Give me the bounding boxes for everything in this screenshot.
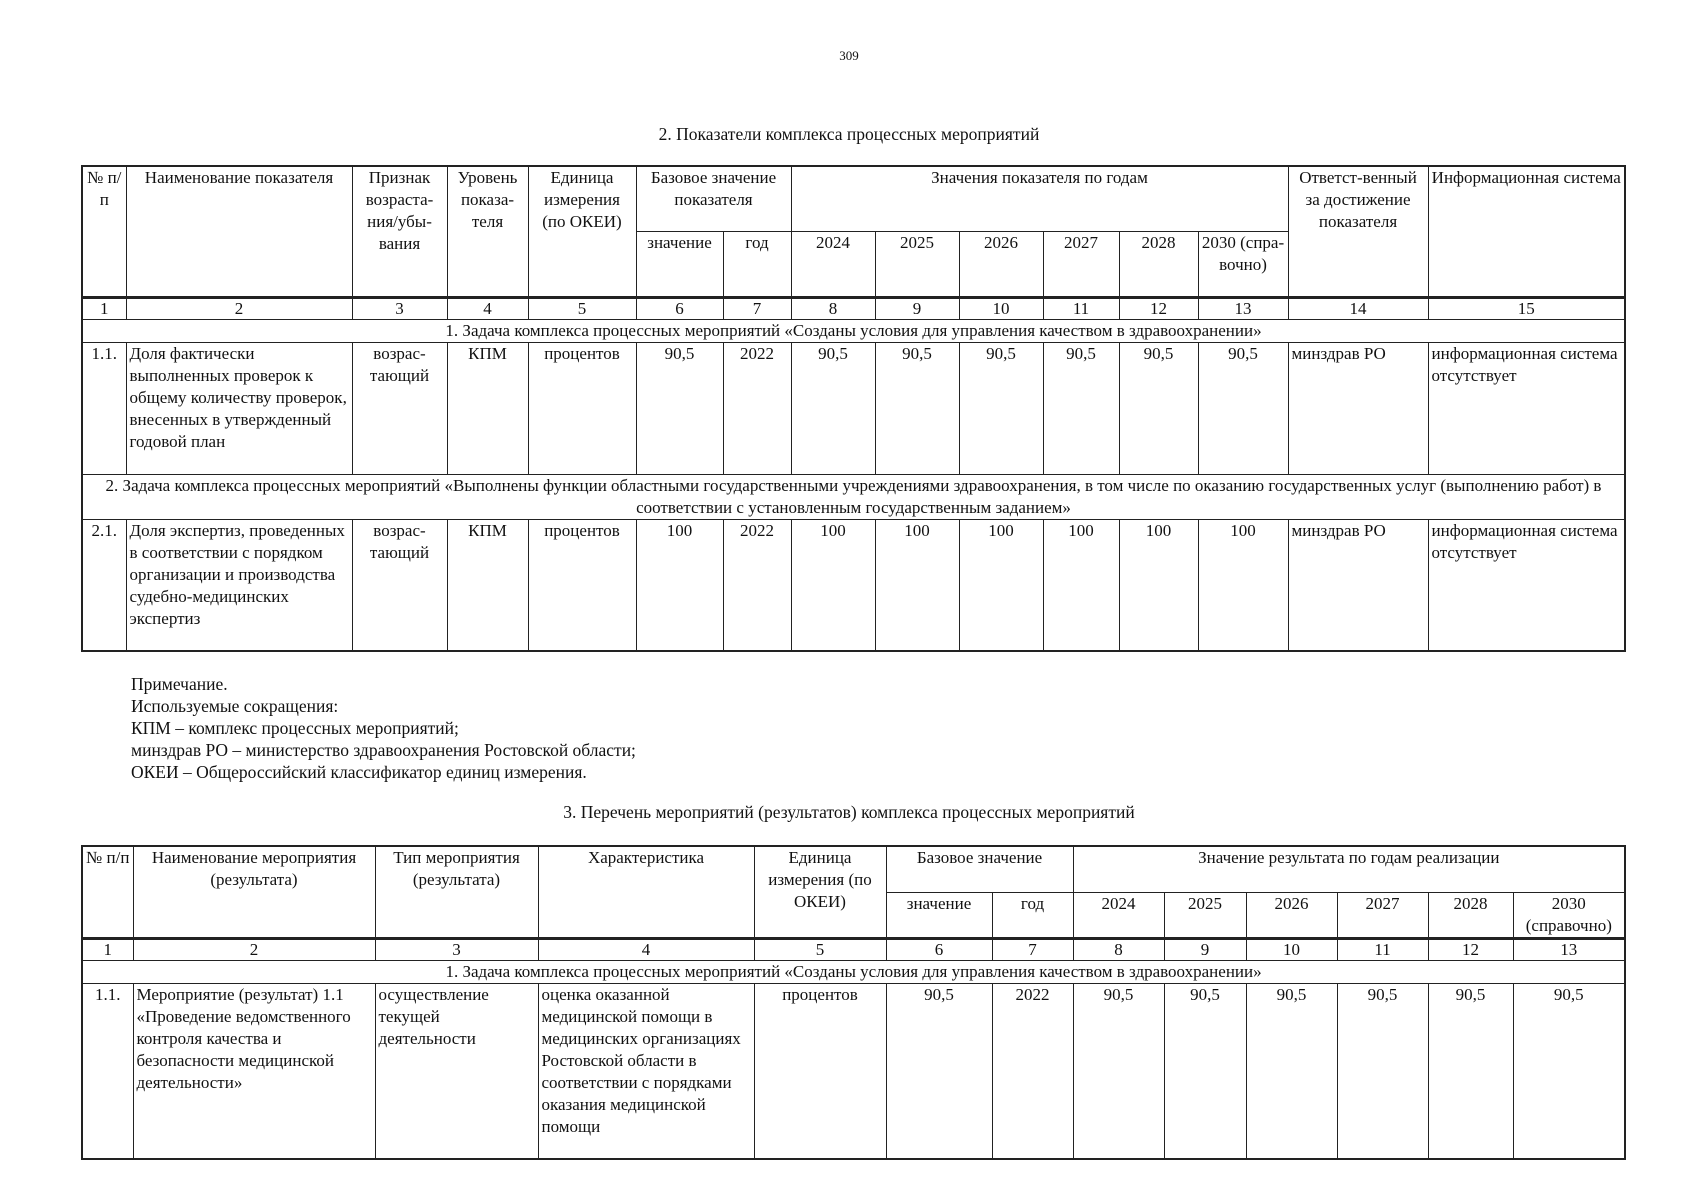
base-value: 90,5	[636, 342, 723, 474]
header-year-2025: 2025	[875, 231, 959, 297]
colnum: 10	[959, 297, 1043, 319]
header-base-year: год	[723, 231, 791, 297]
header-sign: Признак возраста-ния/убы-вания	[352, 166, 447, 297]
header-infosys: Информационная система	[1428, 166, 1625, 297]
column-numbers-row	[82, 297, 1625, 319]
header-year-2027: 2027	[1337, 892, 1428, 938]
row-num: 2.1.	[82, 519, 126, 651]
header-type: Тип мероприятия (результата)	[375, 846, 538, 938]
colnum: 4	[447, 297, 528, 319]
header-base-value: значение	[636, 231, 723, 297]
value-2030: 100	[1198, 519, 1288, 651]
header-year-2030: 2030 (спра-вочно)	[1198, 231, 1288, 297]
value-2027: 100	[1043, 519, 1119, 651]
header-year-2024: 2024	[1073, 892, 1164, 938]
note-abbr-minzdrav: минздрав РО – министерство здравоохранения Ростовской области;	[131, 740, 636, 760]
value-2028: 100	[1119, 519, 1198, 651]
value-2028: 90,5	[1428, 983, 1513, 1159]
note-abbr-okei: ОКЕИ – Общероссийский классификатор единиц измерения.	[131, 762, 587, 782]
column-numbers-row	[82, 938, 1625, 960]
note-subtitle: Используемые сокращения:	[131, 696, 339, 716]
task-1-header: 1. Задача комплекса процессных мероприятий «Созданы условия для управления качеством в здравоохранении»	[82, 960, 1625, 983]
colnum: 15	[1428, 297, 1625, 319]
colnum: 12	[1119, 297, 1198, 319]
value-2024: 90,5	[791, 342, 875, 474]
activity-name: Мероприятие (результат) 1.1 «Проведение ведомственного контроля качества и безопасности медицинской деятельности»	[133, 983, 375, 1159]
header-year-2028: 2028	[1428, 892, 1513, 938]
colnum: 9	[1164, 938, 1246, 960]
colnum: 8	[1073, 938, 1164, 960]
header-level: Уровень показа-теля	[447, 166, 528, 297]
table-row	[82, 342, 1625, 474]
colnum: 14	[1288, 297, 1428, 319]
header-characteristic: Характеристика	[538, 846, 754, 938]
colnum: 1	[82, 938, 133, 960]
indicators-table	[81, 165, 1626, 652]
value-2025: 100	[875, 519, 959, 651]
activity-type: осуществление текущей деятельности	[375, 983, 538, 1159]
colnum: 11	[1337, 938, 1428, 960]
header-name: Наименование мероприятия (результата)	[133, 846, 375, 938]
header-year-2026: 2026	[959, 231, 1043, 297]
colnum: 2	[133, 938, 375, 960]
indicator-name: Доля экспертиз, проведенных в соответствии с порядком организации и производства судебно-медицинских экспертиз	[126, 519, 352, 651]
header-base: Базовое значение	[886, 846, 1073, 892]
indicator-sign: возрас-тающий	[352, 519, 447, 651]
value-2030: 90,5	[1513, 983, 1625, 1159]
value-2027: 90,5	[1337, 983, 1428, 1159]
base-year: 2022	[723, 519, 791, 651]
indicator-unit: процентов	[528, 342, 636, 474]
colnum: 7	[723, 297, 791, 319]
value-2028: 90,5	[1119, 342, 1198, 474]
colnum: 9	[875, 297, 959, 319]
colnum: 12	[1428, 938, 1513, 960]
header-unit: Единица измерения (по ОКЕИ)	[528, 166, 636, 297]
colnum: 5	[754, 938, 886, 960]
header-base-value: значение	[886, 892, 992, 938]
table-row	[82, 983, 1625, 1159]
indicator-name: Доля фактически выполненных проверок к общему количеству проверок, внесенных в утвержденный годовой план	[126, 342, 352, 474]
responsible: минздрав РО	[1288, 519, 1428, 651]
header-year-2030: 2030 (справочно)	[1513, 892, 1625, 938]
colnum: 10	[1246, 938, 1337, 960]
colnum: 13	[1513, 938, 1625, 960]
header-year-2025: 2025	[1164, 892, 1246, 938]
colnum: 5	[528, 297, 636, 319]
colnum: 6	[636, 297, 723, 319]
colnum: 7	[992, 938, 1073, 960]
activities-table	[81, 845, 1626, 1160]
section-3-title: 3. Перечень мероприятий (результатов) комплекса процессных мероприятий	[563, 802, 1135, 822]
table-row	[82, 519, 1625, 651]
value-2024: 90,5	[1073, 983, 1164, 1159]
colnum: 2	[126, 297, 352, 319]
activity-unit: процентов	[754, 983, 886, 1159]
header-year-2024: 2024	[791, 231, 875, 297]
activity-characteristic: оценка оказанной медицинской помощи в медицинских организациях Ростовской области в соответствии с порядками оказания медицинской помощи	[538, 983, 754, 1159]
colnum: 3	[375, 938, 538, 960]
indicator-unit: процентов	[528, 519, 636, 651]
header-year-2027: 2027	[1043, 231, 1119, 297]
header-year-2028: 2028	[1119, 231, 1198, 297]
note-title: Примечание.	[131, 674, 228, 694]
task-2-header: 2. Задача комплекса процессных мероприятий «Выполнены функции областными государственными учреждениями здравоохранения, в том числе по оказанию государственных услуг (выполнению работ) в соответствии с установленным государственным заданием»	[82, 474, 1625, 519]
colnum: 3	[352, 297, 447, 319]
header-num: № п/п	[82, 166, 126, 297]
header-base-year: год	[992, 892, 1073, 938]
base-value: 90,5	[886, 983, 992, 1159]
value-2026: 90,5	[1246, 983, 1337, 1159]
header-responsible: Ответст-венный за достижение показателя	[1288, 166, 1428, 297]
header-name: Наименование показателя	[126, 166, 352, 297]
header-unit: Единица измерения (по ОКЕИ)	[754, 846, 886, 938]
note-abbr-kpm: КПМ – комплекс процессных мероприятий;	[131, 718, 459, 738]
header-values: Значение результата по годам реализации	[1073, 846, 1625, 892]
value-2025: 90,5	[1164, 983, 1246, 1159]
section-2-title: 2. Показатели комплекса процессных мероприятий	[658, 124, 1040, 144]
colnum: 8	[791, 297, 875, 319]
colnum: 11	[1043, 297, 1119, 319]
value-2026: 90,5	[959, 342, 1043, 474]
infosys: информационная система отсутствует	[1428, 342, 1625, 474]
value-2024: 100	[791, 519, 875, 651]
infosys: информационная система отсутствует	[1428, 519, 1625, 651]
responsible: минздрав РО	[1288, 342, 1428, 474]
base-year: 2022	[992, 983, 1073, 1159]
row-num: 1.1.	[82, 342, 126, 474]
base-value: 100	[636, 519, 723, 651]
task-1-header: 1. Задача комплекса процессных мероприятий «Созданы условия для управления качеством в здравоохранении»	[82, 319, 1625, 342]
header-values: Значения показателя по годам	[791, 166, 1288, 231]
colnum: 13	[1198, 297, 1288, 319]
value-2026: 100	[959, 519, 1043, 651]
header-base: Базовое значение показателя	[636, 166, 791, 231]
row-num: 1.1.	[82, 983, 133, 1159]
header-num: № п/п	[82, 846, 133, 938]
page-number: 309	[839, 48, 859, 63]
indicator-level: КПМ	[447, 342, 528, 474]
value-2030: 90,5	[1198, 342, 1288, 474]
value-2027: 90,5	[1043, 342, 1119, 474]
colnum: 1	[82, 297, 126, 319]
colnum: 6	[886, 938, 992, 960]
indicator-sign: возрас-тающий	[352, 342, 447, 474]
abbreviations-note	[131, 673, 636, 783]
colnum: 4	[538, 938, 754, 960]
header-year-2026: 2026	[1246, 892, 1337, 938]
base-year: 2022	[723, 342, 791, 474]
indicator-level: КПМ	[447, 519, 528, 651]
value-2025: 90,5	[875, 342, 959, 474]
